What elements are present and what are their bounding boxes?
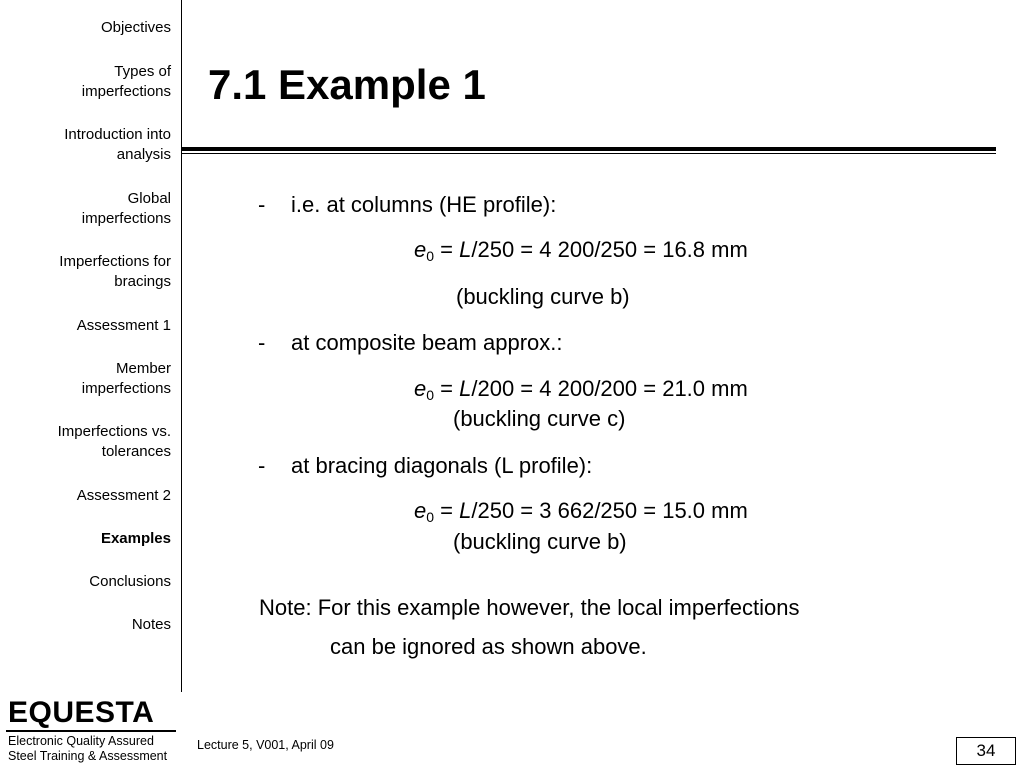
logo-tagline-1: Electronic Quality Assured xyxy=(8,734,154,748)
formula-bracing-diagonals xyxy=(414,498,748,530)
sidebar-item-label: Objectives xyxy=(100,19,171,36)
title-divider xyxy=(181,147,996,151)
sidebar-item-introduction-into-analysis[interactable] xyxy=(1,125,171,165)
sidebar-item-label: Introduction into xyxy=(64,126,171,143)
formula-var: e xyxy=(414,237,427,262)
formula-length: L xyxy=(459,498,472,523)
logo-tagline-2: Steel Training & Assessment xyxy=(8,749,168,763)
formula-length: L xyxy=(459,237,472,262)
formula-rest: /200 = 4 200/200 = 21.0 mm xyxy=(471,376,748,401)
sidebar-item-label: Imperfections vs. xyxy=(57,423,171,440)
sidebar-item-global-imperfections[interactable] xyxy=(1,189,171,229)
sidebar-item-member-imperfections[interactable] xyxy=(1,359,171,399)
formula-var: e xyxy=(414,498,427,523)
sidebar-item-label: Global xyxy=(127,190,171,207)
sidebar-item-label: tolerances xyxy=(101,443,171,460)
bullet-text-columns: i.e. at columns (HE profile): xyxy=(291,192,557,217)
sidebar-item-label: analysis xyxy=(116,146,171,163)
sidebar-item-label: Notes xyxy=(131,616,171,633)
sidebar-item-types-of-imperfections[interactable] xyxy=(1,62,171,102)
bullet-dash: - xyxy=(258,330,266,355)
sidebar-item-label: imperfections xyxy=(81,83,171,100)
sidebar-item-label: Examples xyxy=(100,530,171,547)
bullet-dash: - xyxy=(258,192,266,217)
title-divider-thin xyxy=(181,153,996,154)
sidebar-item-label: Types of xyxy=(114,63,171,80)
formula-eq: = xyxy=(434,498,460,523)
formula-composite-beam xyxy=(414,376,748,408)
formula-rest: /250 = 3 662/250 = 15.0 mm xyxy=(471,498,748,523)
sidebar-item-conclusions[interactable] xyxy=(1,572,171,592)
equesta-logo xyxy=(6,694,178,768)
formula-sub: 0 xyxy=(426,509,435,525)
buckling-curve-composite-beam: (buckling curve c) xyxy=(453,406,626,431)
footer-lecture-info: Lecture 5, V001, April 09 xyxy=(197,738,334,752)
formula-rest: /250 = 4 200/250 = 16.8 mm xyxy=(471,237,748,262)
logo-wordmark: EQUESTA xyxy=(8,696,155,729)
logo-divider xyxy=(6,730,176,732)
page-number-box: 34 xyxy=(956,737,1016,765)
sidebar-item-label: Conclusions xyxy=(89,573,171,590)
formula-sub: 0 xyxy=(426,387,435,403)
sidebar-item-label: imperfections xyxy=(81,210,171,227)
note-line-1: Note: For this example however, the local imperfections xyxy=(259,595,800,620)
sidebar-item-notes[interactable] xyxy=(1,615,171,635)
sidebar-item-label: bracings xyxy=(114,273,171,290)
bullet-text-composite-beam: at composite beam approx.: xyxy=(291,330,563,355)
sidebar-nav xyxy=(0,0,182,692)
sidebar-item-imperfections-for-bracings[interactable] xyxy=(1,252,171,292)
sidebar-item-imperfections-vs-tolerances[interactable] xyxy=(1,422,171,462)
sidebar-item-assessment-2[interactable] xyxy=(1,486,171,506)
formula-length: L xyxy=(459,376,472,401)
slide-title: 7.1 Example 1 xyxy=(208,61,486,108)
formula-sub: 0 xyxy=(426,248,435,264)
formula-eq: = xyxy=(434,237,460,262)
bullet-text-bracing-diagonals: at bracing diagonals (L profile): xyxy=(291,453,593,478)
formula-var: e xyxy=(414,376,427,401)
sidebar-item-label: Member xyxy=(115,360,171,377)
sidebar-item-label: Assessment 1 xyxy=(76,317,171,334)
sidebar-item-examples[interactable] xyxy=(1,529,171,549)
sidebar-item-label: imperfections xyxy=(81,380,171,397)
bullet-dash: - xyxy=(258,453,266,478)
sidebar-item-objectives[interactable] xyxy=(1,18,171,38)
note-line-2: can be ignored as shown above. xyxy=(330,634,647,659)
formula-eq: = xyxy=(434,376,460,401)
sidebar-item-assessment-1[interactable] xyxy=(1,316,171,336)
sidebar-item-label: Assessment 2 xyxy=(76,487,171,504)
formula-columns xyxy=(414,237,748,269)
buckling-curve-columns: (buckling curve b) xyxy=(456,284,630,309)
sidebar-item-label: Imperfections for xyxy=(59,253,171,270)
buckling-curve-bracing-diagonals: (buckling curve b) xyxy=(453,529,627,554)
